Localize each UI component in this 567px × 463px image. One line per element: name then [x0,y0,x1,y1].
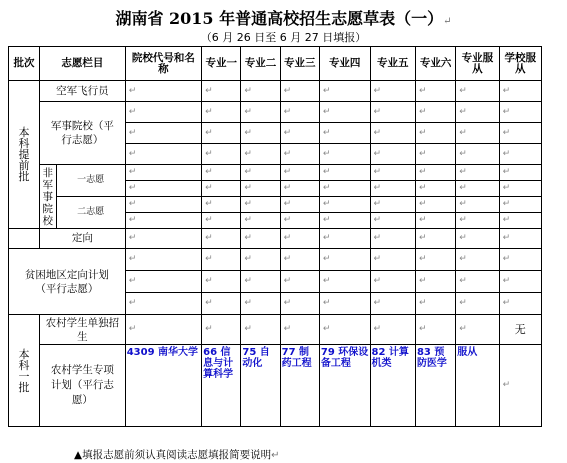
form-cell[interactable]: ↵ [241,249,280,271]
form-cell[interactable]: ↵ [415,165,455,181]
form-cell[interactable]: ↵ [280,102,319,123]
form-cell[interactable]: ↵ [370,102,415,123]
form-cell[interactable]: ↵ [415,144,455,165]
form-cell[interactable]: ↵ [125,229,201,249]
header-major-5: 专业五 [370,47,415,81]
form-cell[interactable]: ↵ [319,249,370,271]
form-cell[interactable]: ↵ [415,213,455,229]
form-cell[interactable]: ↵ [280,315,319,345]
form-cell[interactable]: ↵ [319,165,370,181]
form-cell[interactable]: ↵ [202,81,241,102]
form-cell[interactable]: ↵ [319,181,370,197]
filled-major-6[interactable]: 83 预防医学 [415,345,455,427]
form-cell[interactable]: ↵ [280,81,319,102]
filled-obey-major[interactable]: 服从 [456,345,499,427]
filled-major-3[interactable]: 77 制药工程 [280,345,319,427]
form-cell[interactable]: ↵ [241,181,280,197]
form-cell[interactable]: ↵ [202,165,241,181]
form-cell[interactable]: ↵ [125,102,201,123]
form-cell[interactable]: ↵ [499,102,541,123]
batch-early-cont [9,229,40,249]
form-cell[interactable]: ↵ [415,81,455,102]
form-cell[interactable]: ↵ [280,123,319,144]
page-subtitle: （6 月 26 日至 6 月 27 日填报） [200,31,367,44]
form-cell[interactable]: ↵ [456,165,499,181]
form-cell[interactable]: ↵ [499,345,541,427]
poor-area-label: 贫困地区定向计划（平行志愿） [9,249,126,315]
form-cell[interactable]: ↵ [499,197,541,213]
form-cell[interactable]: ↵ [125,165,201,181]
form-cell[interactable]: ↵ [319,293,370,315]
form-cell[interactable]: ↵ [499,229,541,249]
form-cell[interactable]: ↵ [415,293,455,315]
table-row [9,229,542,249]
form-cell[interactable]: ↵ [319,81,370,102]
table-row [9,249,542,271]
header-major-4: 专业四 [319,47,370,81]
form-cell[interactable]: ↵ [202,315,241,345]
form-cell[interactable]: ↵ [202,249,241,271]
form-cell[interactable]: ↵ [241,123,280,144]
form-cell[interactable]: ↵ [241,144,280,165]
form-cell[interactable]: ↵ [370,271,415,293]
form-cell[interactable]: ↵ [499,271,541,293]
header-school-code: 院校代号和名称 [125,47,201,81]
form-cell[interactable]: ↵ [319,197,370,213]
form-cell[interactable]: ↵ [370,249,415,271]
form-cell[interactable]: ↵ [370,315,415,345]
form-cell[interactable]: ↵ [456,229,499,249]
rural-single-label: 农村学生单独招生 [39,315,125,345]
form-cell[interactable]: ↵ [319,229,370,249]
form-cell[interactable]: ↵ [280,197,319,213]
form-cell[interactable]: ↵ [319,213,370,229]
form-cell[interactable]: ↵ [415,229,455,249]
form-cell[interactable]: ↵ [456,144,499,165]
filled-major-2[interactable]: 75 自动化 [241,345,280,427]
form-cell[interactable]: ↵ [456,123,499,144]
form-cell[interactable]: ↵ [415,315,455,345]
form-cell[interactable]: ↵ [202,197,241,213]
form-cell[interactable]: ↵ [125,81,201,102]
rural-single-obey-school[interactable]: 无 [499,315,541,345]
form-cell[interactable]: ↵ [125,181,201,197]
form-cell[interactable]: ↵ [456,181,499,197]
form-cell[interactable]: ↵ [280,144,319,165]
form-cell[interactable]: ↵ [241,315,280,345]
table-row [9,345,542,427]
form-cell[interactable]: ↵ [202,144,241,165]
header-item: 志愿栏目 [39,47,125,81]
table-row [9,165,542,181]
form-cell[interactable]: ↵ [415,197,455,213]
batch-one-label: 本科一批 [9,315,40,427]
table-row [9,81,542,102]
form-cell[interactable]: ↵ [241,197,280,213]
form-cell[interactable]: ↵ [280,181,319,197]
form-cell[interactable]: ↵ [125,197,201,213]
table-row [9,315,542,345]
form-cell[interactable]: ↵ [319,271,370,293]
form-cell[interactable]: ↵ [456,102,499,123]
form-cell[interactable]: ↵ [456,293,499,315]
form-cell[interactable]: ↵ [415,249,455,271]
form-cell[interactable]: ↵ [202,181,241,197]
form-cell[interactable]: ↵ [125,123,201,144]
form-cell[interactable]: ↵ [499,123,541,144]
header-obey-major: 专业服从 [456,47,499,81]
form-cell[interactable]: ↵ [370,229,415,249]
form-cell[interactable]: ↵ [319,102,370,123]
form-cell[interactable]: ↵ [370,181,415,197]
page-title: 湖南省 2015 年普通高校招生志愿草表（一）↵ [115,9,452,28]
form-cell[interactable]: ↵ [415,271,455,293]
form-cell[interactable]: ↵ [370,213,415,229]
form-cell[interactable]: ↵ [280,293,319,315]
form-cell[interactable]: ↵ [370,81,415,102]
form-cell[interactable]: ↵ [125,271,201,293]
form-cell[interactable]: ↵ [456,213,499,229]
form-cell[interactable]: ↵ [241,293,280,315]
form-cell[interactable]: ↵ [241,229,280,249]
form-cell[interactable]: ↵ [456,197,499,213]
choice-1-label: 一志愿 [56,165,125,197]
form-cell[interactable]: ↵ [241,102,280,123]
form-cell[interactable]: ↵ [370,165,415,181]
form-cell[interactable]: ↵ [499,165,541,181]
header-obey-school: 学校服从 [499,47,541,81]
form-cell[interactable]: ↵ [280,213,319,229]
form-cell[interactable]: ↵ [499,249,541,271]
form-cell[interactable]: ↵ [202,229,241,249]
form-cell[interactable]: ↵ [241,165,280,181]
form-cell[interactable]: ↵ [499,81,541,102]
table-row [9,197,542,213]
table-row [9,102,542,123]
filled-major-5[interactable]: 82 计算机类 [370,345,415,427]
form-cell[interactable]: ↵ [456,249,499,271]
filled-major-1[interactable]: 66 信息与计算科学 [202,345,241,427]
form-cell[interactable]: ↵ [456,271,499,293]
form-cell[interactable]: ↵ [415,181,455,197]
non-military-label: 非军事院校 [39,165,56,229]
form-cell[interactable]: ↵ [202,123,241,144]
form-cell[interactable]: ↵ [280,229,319,249]
form-cell[interactable]: ↵ [499,181,541,197]
header-major-3: 专业三 [280,47,319,81]
form-cell[interactable]: ↵ [280,165,319,181]
choice-2-label: 二志愿 [56,197,125,229]
air-force-label: 空军飞行员 [39,81,125,102]
form-cell[interactable]: ↵ [125,249,201,271]
military-label: 军事院校（平行志愿） [39,102,125,165]
form-cell[interactable]: ↵ [370,123,415,144]
filled-school[interactable]: 4309 南华大学 [125,345,201,427]
rural-special-label: 农村学生专项计划（平行志愿） [39,345,125,427]
batch-early-label: 本科提前批 [9,81,40,229]
header-batch: 批次 [9,47,40,81]
form-cell[interactable]: ↵ [370,144,415,165]
filled-major-4[interactable]: 79 环保设备工程 [319,345,370,427]
form-cell[interactable]: ↵ [125,315,201,345]
form-cell[interactable]: ↵ [202,271,241,293]
form-cell[interactable]: ↵ [319,315,370,345]
form-cell[interactable]: ↵ [456,315,499,345]
form-cell[interactable]: ↵ [125,213,201,229]
form-cell[interactable]: ↵ [499,293,541,315]
form-cell[interactable]: ↵ [415,123,455,144]
form-cell[interactable]: ↵ [202,102,241,123]
form-cell[interactable]: ↵ [202,293,241,315]
form-cell[interactable]: ↵ [499,213,541,229]
volunteer-form-table [8,46,542,427]
form-cell[interactable]: ↵ [241,213,280,229]
header-major-1: 专业一 [202,47,241,81]
form-cell[interactable]: ↵ [125,293,201,315]
form-cell[interactable]: ↵ [456,81,499,102]
header-row [9,47,542,81]
form-cell[interactable]: ↵ [319,144,370,165]
footer-note: ▲填报志愿前须认真阅读志愿填报简要说明↵ [74,449,280,461]
form-cell[interactable]: ↵ [415,102,455,123]
form-cell[interactable]: ↵ [319,123,370,144]
form-cell[interactable]: ↵ [280,249,319,271]
directed-label: 定向 [39,229,125,249]
form-cell[interactable]: ↵ [241,271,280,293]
form-cell[interactable]: ↵ [370,197,415,213]
form-cell[interactable]: ↵ [241,81,280,102]
form-cell[interactable]: ↵ [370,293,415,315]
form-cell[interactable]: ↵ [125,144,201,165]
header-major-6: 专业六 [415,47,455,81]
form-cell[interactable]: ↵ [202,213,241,229]
form-cell[interactable]: ↵ [280,271,319,293]
header-major-2: 专业二 [241,47,280,81]
form-cell[interactable]: ↵ [499,144,541,165]
